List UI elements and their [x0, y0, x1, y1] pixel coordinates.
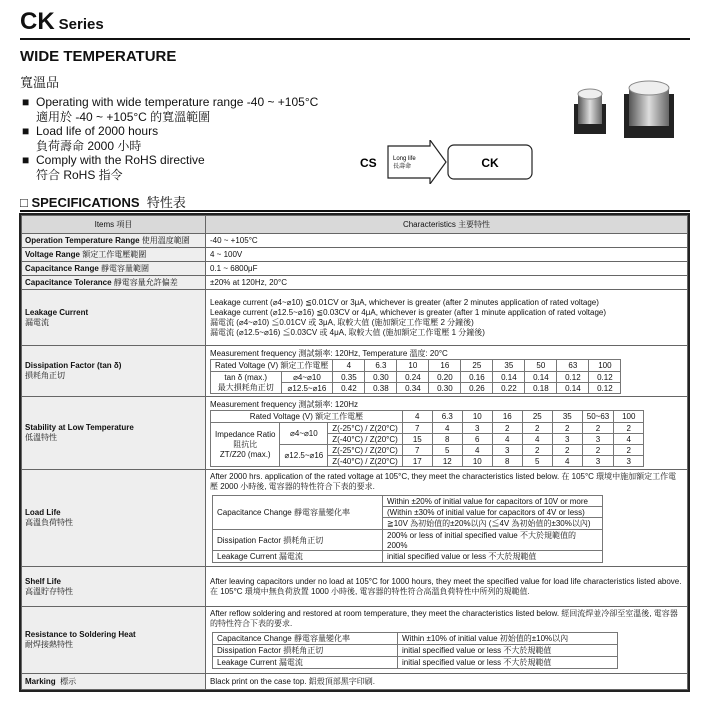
df-value: 0.12 [557, 372, 589, 383]
capacitor-image [566, 80, 686, 140]
lt-voltage: 10 [462, 411, 492, 423]
lt-value: 2 [614, 445, 644, 456]
df-size: ⌀12.5~⌀16 [281, 383, 333, 394]
df-value: 0.18 [525, 383, 557, 394]
df-value: 0.30 [429, 383, 461, 394]
table-header [22, 216, 688, 234]
flow-arrow-cn: 長壽命 [393, 164, 412, 170]
feature-item: ■ Operating with wide temperature range -40 ~ +105°C [22, 95, 319, 109]
feature-item-cn: 負荷壽命 2000 小時 [36, 138, 142, 153]
df-voltage: 16 [429, 360, 461, 372]
header-characteristics: Characteristics 主要特性 [206, 216, 688, 234]
lt-condition: Z(-25°C) / Z(20°C) [328, 423, 403, 434]
lt-value: 4 [432, 423, 462, 434]
lt-value: 17 [402, 456, 432, 467]
flow-to: CK [481, 156, 499, 170]
lt-value: 4 [492, 434, 522, 445]
lt-value: 7 [402, 423, 432, 434]
df-table [210, 359, 621, 394]
table-row: Voltage Range 額定工作電壓範圍 4 ~ 100V [22, 248, 688, 262]
df-value: 0.26 [461, 383, 493, 394]
series-flow-diagram [360, 140, 540, 184]
lt-voltage: 100 [614, 411, 644, 423]
subtitle-cn: 寬溫品 [20, 75, 60, 90]
lt-value: 2 [614, 423, 644, 434]
lt-value: 2 [582, 423, 613, 434]
spec-rule [20, 210, 690, 212]
series-word: Series [58, 16, 104, 33]
lt-value: 4 [552, 456, 582, 467]
arrow-icon [388, 140, 446, 184]
lt-value: 4 [614, 434, 644, 445]
spec-table [19, 213, 690, 692]
table-row-shelf: Shelf Life 高溫貯存特性 After leaving capacitors under no load at 105°C for 1000 hours, they meet the specified value for load life characteristics listed above. 在 105°C 環境中無負荷放置 1000 小時後, 電容器的特性符合高溫負荷特性中所列的規範值. [22, 567, 688, 607]
lt-voltage: 25 [522, 411, 552, 423]
feature-item-cn: 符合 RoHS 指令 [36, 167, 123, 182]
lt-value: 3 [582, 434, 613, 445]
spec-heading: □ SPECIFICATIONS 特性表 [20, 195, 186, 210]
lt-value: 2 [552, 423, 582, 434]
lt-value: 5 [432, 445, 462, 456]
feature-item: ■ Load life of 2000 hours [22, 124, 159, 138]
lowtemp-table [210, 410, 644, 467]
series-title [20, 8, 104, 36]
table-row: Capacitance Range 靜電容量範圍 0.1 ~ 6800μF [22, 262, 688, 276]
feature-item: ■ Comply with the RoHS directive [22, 153, 205, 167]
lt-value: 8 [492, 456, 522, 467]
lt-value: 7 [402, 445, 432, 456]
df-value: 0.38 [365, 383, 397, 394]
feature-item-cn: 適用於 -40 ~ +105°C 的寬溫範圍 [36, 109, 211, 124]
header-items: Items 項目 [22, 216, 206, 234]
table-row: Operation Temperature Range 使用溫度範圍 -40 ~ +105°C [22, 234, 688, 248]
lt-value: 4 [522, 434, 552, 445]
df-voltage: 6.3 [365, 360, 397, 372]
df-value: 0.20 [429, 372, 461, 383]
solder-table: Capacitance Change 靜電容量變化率 Within ±10% of initial value 初始值的±10%以內 Dissipation Factor 損耗角正切 initial specified value or less 不大於規範值 Leakage Current 漏電流 initial specified value or less 不大於規範值 [212, 632, 618, 669]
lt-value: 2 [492, 423, 522, 434]
title-rule [20, 38, 690, 40]
lt-condition: Z(-25°C) / Z(20°C) [328, 445, 403, 456]
df-value: 0.14 [557, 383, 589, 394]
df-size: ⌀4~⌀10 [281, 372, 333, 383]
table-row-solder: Resistance to Soldering Heat 耐焊接熱特性 After reflow soldering and restored at room temperature, they meet the characteristics listed below. 經回流焊並冷卻至室溫後, 電容器的特性符合下表的要求. Capacitance Change 靜電容量變化率 Within ±10% of initial value 初始值的±10%以內 Dissipation Factor 損耗角正切 initial specified value or less 不大於規範值 Leakage Current 漏電流 initial specified value or less 不大於規範值 [22, 607, 688, 674]
lt-voltage: 50~63 [582, 411, 613, 423]
lt-value: 2 [522, 423, 552, 434]
df-voltage: 4 [333, 360, 365, 372]
lt-voltage: 6.3 [432, 411, 462, 423]
lt-condition: Z(-40°C) / Z(20°C) [328, 456, 403, 467]
df-value: 0.12 [589, 372, 621, 383]
feature-list [22, 95, 318, 182]
df-value: 0.24 [397, 372, 429, 383]
df-tan-label: tan δ (max.) 最大損耗角正切 [211, 372, 282, 394]
lt-size: ⌀4~⌀10 [280, 423, 328, 445]
flow-from: CS [360, 156, 377, 170]
lt-value: 2 [582, 445, 613, 456]
df-value: 0.30 [365, 372, 397, 383]
df-voltage: 35 [493, 360, 525, 372]
lt-voltage: 35 [552, 411, 582, 423]
lt-value: 3 [582, 456, 613, 467]
table-row-loadlife: Load Life 高溫負荷特性 After 2000 hrs. application of the rated voltage at 105°C, they meet the characteristics listed below. 在 105°C 環境中施加額定工作電壓 2000 小時後, 電容器的特性符合下表的要求. Capacitance Change 靜電容量變化率 Within ±20% of initial value for capacitors of 10V or more (Within ±30% of initial value for capacitors of 4V or less) ≧10V 為初始值的±20%以內 (≦4V 為初始值的±30%以內) Dissipation Factor 損耗角正切 200% or less of initial specified value 不大於規範值的 200% Leakage Current 漏電流 initial specified value or less 不大於規範值 [22, 470, 688, 567]
lt-value: 3 [462, 423, 492, 434]
df-value: 0.12 [589, 383, 621, 394]
lt-rv-label: Rated Voltage (V) 額定工作電壓 [211, 411, 403, 423]
lt-imp-label: Impedance Ratio 阻抗比 ZT/Z20 (max.) [211, 423, 280, 467]
table-row: Capacitance Tolerance 靜電容量允許偏差 ±20% at 120Hz, 20°C [22, 276, 688, 290]
lt-value: 12 [432, 456, 462, 467]
subtitle: WIDE TEMPERATURE [20, 48, 177, 65]
lt-value: 3 [492, 445, 522, 456]
lt-condition: Z(-40°C) / Z(20°C) [328, 434, 403, 445]
lt-value: 15 [402, 434, 432, 445]
table-row-marking: Marking 標示 Black print on the case top. 鋁殼頂部黑字印刷. [22, 674, 688, 690]
df-voltage: 63 [557, 360, 589, 372]
df-value: 0.42 [333, 383, 365, 394]
lt-value: 6 [462, 434, 492, 445]
df-value: 0.34 [397, 383, 429, 394]
df-voltage: 25 [461, 360, 493, 372]
table-row-lowtemp: Stability at Low Temperature 低溫特性 Measurement frequency 測試頻率: 120Hz Rated Voltage (V) 額定工作電壓 4 6.3 10 16 25 35 50~63 100 Impedance Ratio 阻抗比 ZT/Z20 (max.) ⌀4~⌀10 Z(-25°C) / Z(20°C) 7 4 3 2 2 2 2 2 Z(-40°C) / Z(20°C) 15 8 6 4 4 3 3 4 ⌀12.5~⌀16 Z(-25°C) / Z(20°C) 7 5 4 3 2 2 2 2 Z(-40°C) / Z(20°C) 17 12 10 8 5 4 3 3 [22, 397, 688, 470]
lt-value: 2 [552, 445, 582, 456]
df-value: 0.14 [493, 372, 525, 383]
df-value: 0.22 [493, 383, 525, 394]
lt-value: 3 [614, 456, 644, 467]
df-value: 0.16 [461, 372, 493, 383]
lt-value: 2 [522, 445, 552, 456]
df-rv-label: Rated Voltage (V) 額定工作電壓 [211, 360, 333, 372]
lt-value: 5 [522, 456, 552, 467]
lt-value: 10 [462, 456, 492, 467]
lt-size: ⌀12.5~⌀16 [280, 445, 328, 467]
df-voltage: 10 [397, 360, 429, 372]
series-code: CK [20, 8, 55, 35]
loadlife-table: Capacitance Change 靜電容量變化率 Within ±20% of initial value for capacitors of 10V or more (Within ±30% of initial value for capacitors of 4V or less) ≧10V 為初始值的±20%以內 (≦4V 為初始值的±30%以內) Dissipation Factor 損耗角正切 200% or less of initial specified value 不大於規範值的 200% Leakage Current 漏電流 initial specified value or less 不大於規範值 [212, 495, 603, 563]
lt-value: 8 [432, 434, 462, 445]
lt-voltage: 4 [402, 411, 432, 423]
lt-voltage: 16 [492, 411, 522, 423]
lt-value: 3 [552, 434, 582, 445]
table-row-df: Dissipation Factor (tan δ) 損耗角正切 Measurement frequency 測試頻率: 120Hz, Temperature 溫度: 20°C Rated Voltage (V) 額定工作電壓 4 6.3 10 16 25 35 50 63 100 tan δ (max.) 最大損耗角正切 ⌀4~⌀10 0.35 0.30 0.24 0.20 0.16 0.14 0.14 0.12 0.12 ⌀12.5~⌀16 0.42 0.38 0.34 0.30 0.26 0.22 0.18 0.14 0.12 [22, 346, 688, 397]
df-value: 0.14 [525, 372, 557, 383]
df-voltage: 50 [525, 360, 557, 372]
df-value: 0.35 [333, 372, 365, 383]
flow-arrow-en: Long life [393, 156, 416, 162]
table-row-leakage: Leakage Current 漏電流 Leakage current (⌀4~⌀10) ≦0.01CV or 3μA, whichever is greater (after 2 minutes application of rated voltage) Leakage current (⌀12.5~⌀16) ≦0.03CV or 4μA, whichever is greater (after 1 minute application of rated voltage) 漏電流 (⌀4~⌀10) ≦0.01CV 或 3μA, 取較大值 (施加額定工作電壓 2 分鐘後) 漏電流 (⌀12.5~⌀16) ≦0.03CV 或 4μA, 取較大值 (施加額定工作電壓 1 分鐘後) [22, 290, 688, 346]
df-voltage: 100 [589, 360, 621, 372]
lt-value: 4 [462, 445, 492, 456]
